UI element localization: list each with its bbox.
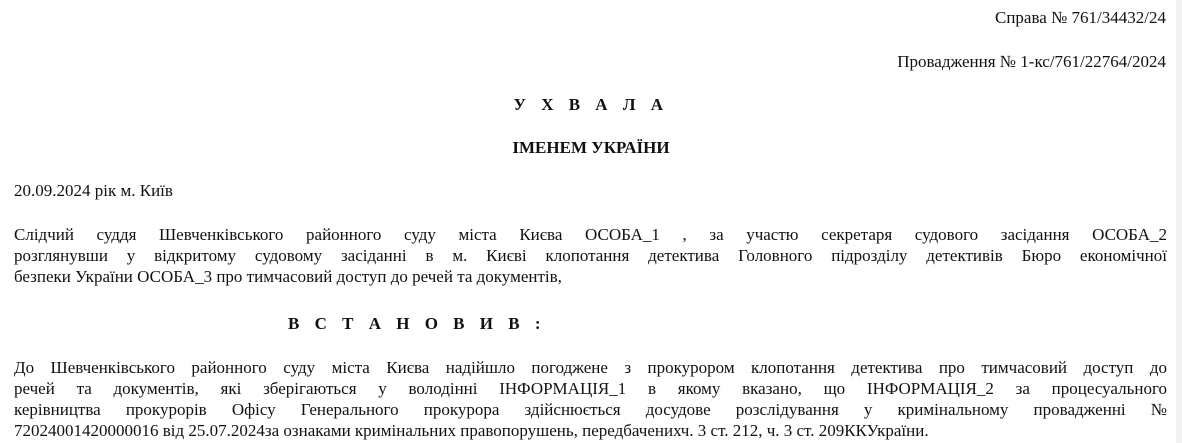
body-line: До Шевченківського районного суду міста Києва надійшло погоджене з прокурором клопотання детектива про тимчасовий доступ до [14,358,1167,377]
intro-line: розглянувши у відкритому судовому засіданні в м. Києві клопотання детектива Головного підрозділу детективів Бюро економічної [14,246,1167,265]
proceeding-number: Провадження № 1-кс/761/22764/2024 [897,52,1166,71]
date-place: 20.09.2024 рік м. Київ [14,181,173,200]
in-the-name-title: ІМЕНЕМ УКРАЇНИ [512,138,670,157]
scrollbar[interactable] [1176,0,1182,443]
intro-paragraph [14,224,1167,287]
body-line: керівництва прокурорів Офісу Генерального прокурора здійснюється досудове розслідування у кримінальному провадженні № [14,400,1167,419]
case-number: Справа № 761/34432/24 [995,8,1166,27]
intro-line: безпеки України ОСОБА_3 про тимчасовий доступ до речей та документів, [14,267,562,286]
ruling-title: У Х В А Л А [513,95,669,114]
intro-line: Слідчий суддя Шевченківського районного суду міста Києва ОСОБА_1 , за участю секретаря судового засідання ОСОБА_2 [14,225,1167,244]
body-paragraph [14,357,1167,441]
body-line: речей та документів, які зберігаються у володінні ІНФОРМАЦІЯ_1 в якому вказано, що ІНФОРМАЦІЯ_2 за процесуального [14,379,1167,398]
established-heading: В С Т А Н О В И В : [288,314,546,333]
body-line: 72024001420000016 від 25.07.2024за ознаками кримінальних правопорушень, передбаченихч. 3 ст. 212, ч. 3 ст. 209ККУкраїни. [14,421,929,440]
